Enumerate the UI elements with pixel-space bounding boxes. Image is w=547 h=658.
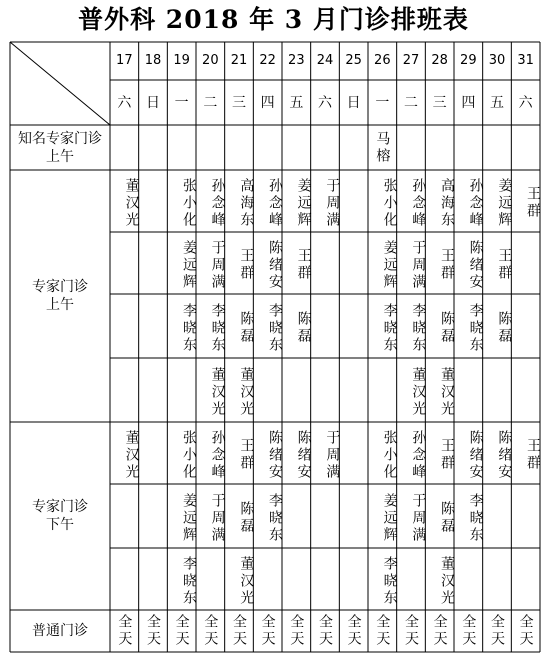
schedule-cell: 董汉光: [209, 366, 226, 418]
schedule-cell: 董汉光: [438, 366, 455, 418]
schedule-cell: 陈磊: [438, 501, 455, 535]
schedule-cell: 孙念峰: [410, 429, 427, 481]
schedule-cell: 李晓东: [180, 555, 197, 607]
schedule-cell: 全天: [316, 614, 333, 648]
schedule-cell: 姜远辉: [496, 177, 513, 229]
section-label: 专家门诊 上午: [32, 279, 88, 313]
schedule-cell: 陈绪安: [295, 429, 312, 481]
date-header: 17: [116, 53, 133, 68]
section-label: 知名专家门诊 上午: [18, 130, 102, 165]
schedule-cell: 全天: [259, 614, 276, 648]
schedule-cell: 于周满: [410, 239, 427, 291]
weekday-header: 四: [260, 94, 275, 111]
schedule-cell: 陈磊: [295, 311, 312, 345]
schedule-cell: 陈绪安: [266, 239, 283, 291]
date-header: 31: [517, 53, 534, 68]
schedule-cell: 李晓东: [467, 492, 484, 544]
date-header: 28: [431, 53, 448, 68]
schedule-cell: 王群: [238, 248, 255, 282]
schedule-cell: 姜远辉: [381, 239, 398, 291]
schedule-cell: 孙念峰: [209, 429, 226, 481]
schedule-cell: 姜远辉: [180, 239, 197, 291]
schedule-cell: 姜远辉: [295, 177, 312, 229]
weekday-header: 四: [461, 94, 476, 111]
date-header: 26: [374, 53, 391, 68]
schedule-cell: 李晓东: [266, 492, 283, 544]
schedule-cell: 王群: [496, 248, 513, 282]
schedule-cell: 于周满: [324, 429, 341, 481]
schedule-cell: 王群: [238, 438, 255, 472]
schedule-cell: 全天: [202, 614, 219, 648]
weekday-header: 二: [203, 94, 218, 111]
schedule-cell: 马榕: [374, 130, 391, 165]
date-header: 18: [144, 53, 162, 68]
date-header: 23: [288, 53, 305, 68]
weekday-header: 三: [231, 94, 246, 111]
schedule-cell: 陈绪安: [467, 429, 484, 481]
weekday-header: 一: [375, 94, 390, 111]
schedule-cell: 姜远辉: [381, 492, 398, 544]
schedule-cell: 董汉光: [410, 366, 427, 418]
schedule-cell: 李晓东: [381, 302, 398, 354]
weekday-header: 一: [174, 94, 189, 111]
weekday-header: 六: [117, 94, 132, 111]
schedule-cell: 陈磊: [496, 311, 513, 345]
weekday-header: 五: [289, 94, 304, 111]
schedule-cell: 陈绪安: [266, 429, 283, 481]
schedule-cell: 张小化: [180, 177, 197, 229]
schedule-cell: 于周满: [209, 492, 226, 544]
schedule-cell: 张小化: [180, 429, 197, 481]
schedule-cell: 高海东: [438, 177, 455, 229]
weekday-header: 二: [403, 94, 418, 111]
schedule-cell: 王群: [524, 438, 541, 472]
schedule-cell: 全天: [374, 614, 391, 648]
schedule-cell: 全天: [517, 614, 534, 648]
schedule-cell: 王群: [438, 438, 455, 472]
schedule-cell: 陈绪安: [496, 429, 513, 481]
schedule-cell: 董汉光: [238, 366, 255, 418]
weekday-header: 三: [432, 94, 447, 111]
schedule-cell: 张小化: [381, 177, 398, 229]
weekday-header: 日: [145, 94, 160, 111]
date-header: 22: [259, 53, 276, 68]
schedule-cell: 全天: [230, 614, 247, 648]
section-label: 专家门诊 下午: [32, 499, 88, 533]
schedule-cell: 陈磊: [238, 501, 255, 535]
schedule-cell: 孙念峰: [410, 177, 427, 229]
date-header: 19: [173, 53, 190, 68]
schedule-cell: 全天: [116, 614, 133, 648]
schedule-cell: 孙念峰: [209, 177, 226, 229]
schedule-cell: 陈磊: [238, 311, 255, 345]
date-header: 30: [488, 53, 506, 68]
schedule-cell: 陈磊: [438, 311, 455, 345]
schedule-cell: 陈绪安: [467, 239, 484, 291]
schedule-cell: 全天: [144, 614, 161, 648]
schedule-cell: 李晓东: [381, 555, 398, 607]
date-header: 21: [230, 53, 248, 68]
schedule-cell: 张小化: [381, 429, 398, 481]
date-header: 27: [402, 53, 420, 68]
schedule-cell: 孙念峰: [266, 177, 283, 229]
schedule-cell: 全天: [402, 614, 419, 648]
schedule-cell: 于周满: [410, 492, 427, 544]
schedule-cell: 全天: [488, 614, 505, 648]
schedule-cell: 董汉光: [123, 177, 140, 229]
schedule-cell: 董汉光: [123, 429, 140, 481]
weekday-header: 六: [317, 94, 332, 111]
schedule-cell: 王群: [438, 248, 455, 282]
page-title: 普外科 2018 年 3 月门诊排班表: [78, 5, 469, 34]
schedule-cell: 李晓东: [209, 302, 226, 354]
schedule-cell: 全天: [431, 614, 448, 648]
weekday-header: 日: [346, 94, 361, 111]
schedule-cell: 董汉光: [438, 555, 455, 607]
schedule-cell: 孙念峰: [467, 177, 484, 229]
schedule-cell: 王群: [295, 248, 312, 282]
schedule-cell: 李晓东: [467, 302, 484, 354]
weekday-header: 六: [518, 94, 533, 111]
schedule-cell: 姜远辉: [180, 492, 197, 544]
date-header: 20: [202, 53, 219, 68]
schedule-cell: 全天: [173, 614, 190, 648]
schedule-cell: 于周满: [209, 239, 226, 291]
schedule-cell: 全天: [460, 614, 477, 648]
date-header: 25: [345, 53, 362, 68]
schedule-cell: 全天: [345, 614, 362, 648]
schedule-cell: 全天: [288, 614, 305, 648]
grid-line: [10, 42, 110, 125]
schedule-cell: 董汉光: [238, 555, 255, 607]
schedule-cell: 于周满: [324, 177, 341, 229]
schedule-cell: 王群: [524, 186, 541, 220]
schedule-cell: 李晓东: [410, 302, 427, 354]
date-header: 29: [460, 53, 477, 68]
section-label: 普通门诊: [32, 623, 88, 639]
schedule-cell: 李晓东: [180, 302, 197, 354]
schedule-cell: 高海东: [238, 177, 255, 229]
schedule-cell: 李晓东: [266, 302, 283, 354]
weekday-header: 五: [489, 94, 504, 111]
date-header: 24: [316, 53, 334, 68]
